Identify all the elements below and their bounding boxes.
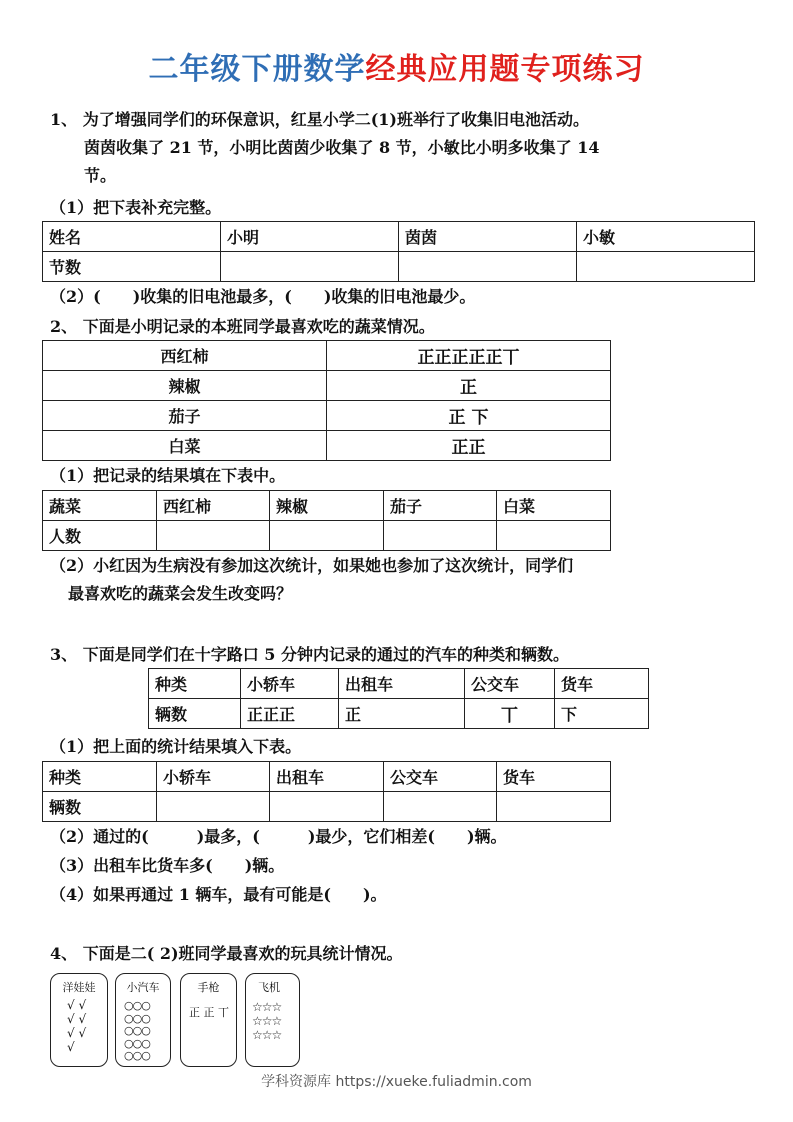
q1-line2: 茵茵收集了 21 节，小明比茵茵少收集了 8 节，小敏比小明多收集了 14 bbox=[84, 138, 600, 157]
star-icon: ☆☆☆ ☆☆☆ ☆☆☆ bbox=[252, 1000, 282, 1042]
q3-line1: 3、 下面是同学们在十字路口 5 分钟内记录的通过的汽车的种类和辆数。 bbox=[50, 645, 569, 664]
q2-table-cell: 白菜 bbox=[497, 491, 611, 521]
q1-part2: （2）( )收集的旧电池最多，( )收集的旧电池最少。 bbox=[50, 287, 476, 306]
q2-record-table bbox=[42, 340, 611, 461]
q1-table bbox=[42, 221, 755, 282]
q3-table bbox=[42, 761, 611, 822]
q3-table-cell: 种类 bbox=[43, 762, 157, 792]
q2-record-tally: 正正正正正丅 bbox=[327, 341, 611, 371]
toy-card-label: 飞机 bbox=[258, 981, 280, 994]
q1-table-cell: 茵茵 bbox=[399, 222, 577, 252]
q1-line1: 1、 为了增强同学们的环保意识，红星小学二(1)班举行了收集旧电池活动。 bbox=[50, 110, 589, 129]
q3-part1: （1）把上面的统计结果填入下表。 bbox=[50, 737, 302, 756]
q3-table-cell: 货车 bbox=[497, 762, 611, 792]
q1-table-cell: 小明 bbox=[221, 222, 399, 252]
toy-card-car bbox=[115, 973, 171, 1067]
q3-record-cell: 种类 bbox=[149, 669, 241, 699]
q3-table-cell: 辆数 bbox=[43, 792, 157, 822]
q1-answer-cell[interactable] bbox=[221, 252, 399, 282]
q3-part3: （3）出租车比货车多( )辆。 bbox=[50, 856, 285, 875]
q3-answer-cell[interactable] bbox=[384, 792, 497, 822]
q3-record-tally: 丅 bbox=[465, 699, 555, 729]
q2-line1: 2、 下面是小明记录的本班同学最喜欢吃的蔬菜情况。 bbox=[50, 317, 435, 336]
title-blue: 二年级下册数学 bbox=[148, 52, 366, 87]
q3-record-cell: 出租车 bbox=[339, 669, 465, 699]
q3-record-tally: 正正正 bbox=[241, 699, 339, 729]
q2-record-cell: 白菜 bbox=[43, 431, 327, 461]
q3-answer-cell[interactable] bbox=[270, 792, 384, 822]
q3-record-table bbox=[148, 668, 649, 729]
q2-table-cell: 蔬菜 bbox=[43, 491, 157, 521]
circle-icon: ○○○ ○○○ ○○○ ○○○ ○○○ bbox=[124, 999, 150, 1062]
q2-table-cell: 辣椒 bbox=[270, 491, 384, 521]
q3-table-cell: 公交车 bbox=[384, 762, 497, 792]
tally-icon: 正 正 丅 bbox=[189, 1006, 229, 1019]
q2-table bbox=[42, 490, 611, 551]
q2-record-cell: 西红柿 bbox=[43, 341, 327, 371]
q3-part4: （4）如果再通过 1 辆车，最有可能是( )。 bbox=[50, 885, 387, 904]
q1-table-cell: 姓名 bbox=[43, 222, 221, 252]
q2-table-cell: 茄子 bbox=[384, 491, 497, 521]
q3-record-cell: 小轿车 bbox=[241, 669, 339, 699]
checkmark-icon: √ √ √ √ √ √ √ bbox=[67, 998, 87, 1054]
toy-card-plane bbox=[245, 973, 300, 1067]
q3-part2: （2）通过的( )最多，( )最少，它们相差( )辆。 bbox=[50, 827, 507, 846]
q1-answer-cell[interactable] bbox=[399, 252, 577, 282]
q2-answer-cell[interactable] bbox=[384, 521, 497, 551]
q2-answer-cell[interactable] bbox=[497, 521, 611, 551]
toy-card-label: 手枪 bbox=[197, 981, 220, 994]
q2-part2-line1: （2）小红因为生病没有参加这次统计，如果她也参加了这次统计，同学们 bbox=[50, 556, 574, 575]
q2-record-tally: 正 下 bbox=[327, 401, 611, 431]
q3-answer-cell[interactable] bbox=[497, 792, 611, 822]
q2-part1: （1）把记录的结果填在下表中。 bbox=[50, 466, 286, 485]
q2-table-cell: 西红柿 bbox=[157, 491, 270, 521]
q1-answer-cell[interactable] bbox=[577, 252, 755, 282]
q1-table-cell: 小敏 bbox=[577, 222, 755, 252]
footer-source: 学科资源库 https://xueke.fuliadmin.com bbox=[261, 1074, 532, 1090]
q3-record-tally: 下 bbox=[555, 699, 649, 729]
toy-card-gun bbox=[180, 973, 237, 1067]
q1-line3: 节。 bbox=[84, 166, 117, 185]
q2-record-tally: 正正 bbox=[327, 431, 611, 461]
q2-record-tally: 正 bbox=[327, 371, 611, 401]
q3-record-cell: 货车 bbox=[555, 669, 649, 699]
q2-answer-cell[interactable] bbox=[157, 521, 270, 551]
q2-answer-cell[interactable] bbox=[270, 521, 384, 551]
toy-card-label: 洋娃娃 bbox=[62, 981, 96, 994]
q3-answer-cell[interactable] bbox=[157, 792, 270, 822]
page-title bbox=[0, 44, 793, 88]
q2-table-cell: 人数 bbox=[43, 521, 157, 551]
title-red: 经典应用题专项练习 bbox=[365, 52, 645, 87]
toy-card-doll bbox=[50, 973, 108, 1067]
q4-line1: 4、 下面是二( 2)班同学最喜欢的玩具统计情况。 bbox=[50, 944, 403, 963]
q2-record-cell: 辣椒 bbox=[43, 371, 327, 401]
q2-part2-line2: 最喜欢吃的蔬菜会发生改变吗？ bbox=[68, 584, 293, 603]
q3-record-tally: 正 bbox=[339, 699, 465, 729]
q1-part1: （1）把下表补充完整。 bbox=[50, 198, 222, 217]
q3-table-cell: 出租车 bbox=[270, 762, 384, 792]
q3-record-cell: 辆数 bbox=[149, 699, 241, 729]
toy-card-label: 小汽车 bbox=[126, 981, 160, 994]
q1-table-cell: 节数 bbox=[43, 252, 221, 282]
q3-record-cell: 公交车 bbox=[465, 669, 555, 699]
q2-record-cell: 茄子 bbox=[43, 401, 327, 431]
q3-table-cell: 小轿车 bbox=[157, 762, 270, 792]
